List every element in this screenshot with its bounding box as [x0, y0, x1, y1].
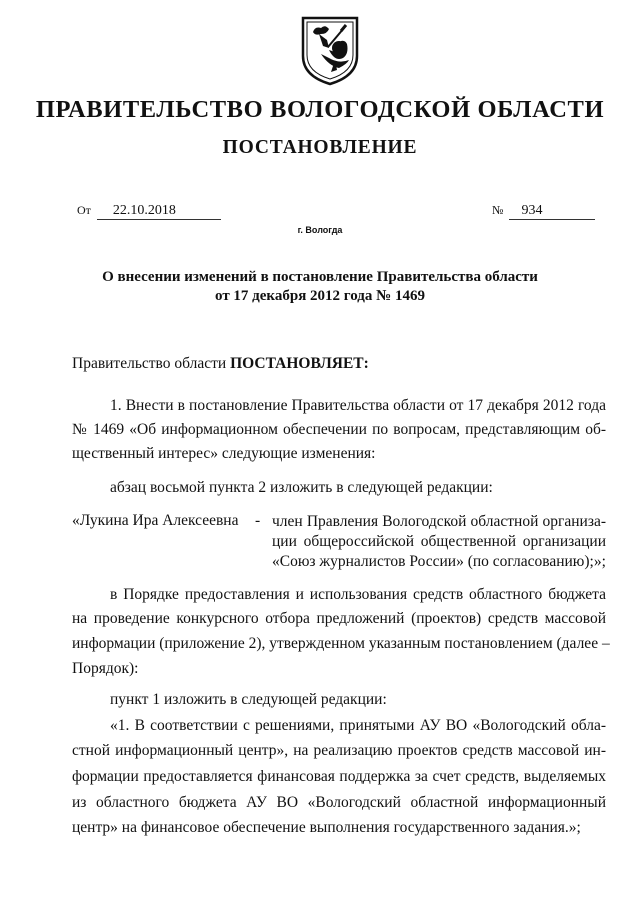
document-number: [492, 203, 595, 220]
role-line: ции общероссийской общественной организации: [272, 533, 606, 550]
date-value: 22.10.2018: [97, 203, 221, 220]
entry-dash: -: [255, 512, 261, 529]
city-label: г. Вологда: [297, 225, 343, 235]
paragraph-line: в Порядке предоставления и использования средств областного бюджета: [110, 586, 606, 603]
paragraph-line: Порядок):: [72, 660, 139, 677]
coat-of-arms-emblem-icon: [299, 14, 361, 86]
resolution-prefix: Правительство области: [72, 355, 231, 372]
document-date: [77, 203, 221, 220]
government-title: ПРАВИТЕЛЬСТВО ВОЛОГОДСКОЙ ОБЛАСТИ: [35, 96, 605, 123]
paragraph-line: из областного бюджета АУ ВО «Вологодский областной информационный: [72, 794, 606, 811]
paragraph-line: пункт 1 изложить в следующей редакции:: [110, 691, 387, 708]
person-role: [272, 512, 606, 572]
paragraph-line: центр» на финансовое обеспечение выполнения государственного задания.»;: [72, 819, 581, 836]
paragraph-line: «1. В соответствии с решениями, принятыми АУ ВО «Вологодский обла-: [110, 717, 606, 734]
paragraph-line: абзац восьмой пункта 2 изложить в следующей редакции:: [110, 479, 493, 496]
paragraph-line: информации (приложение 2), утвержденном указанным постановлением (далее –: [72, 635, 610, 652]
subject-line: О внесении изменений в постановление Правительства области: [102, 269, 538, 285]
number-label: №: [492, 203, 504, 217]
paragraph-line: щественный интерес» следующие изменения:: [72, 445, 376, 462]
paragraph-line: № 1469 «Об информационном обеспечении по вопросам, представляющим об-: [72, 421, 606, 438]
role-line: член Правления Вологодской областной организа-: [272, 513, 606, 530]
role-line: «Союз журналистов России» (по согласованию);»;: [272, 553, 606, 570]
date-label: От: [77, 203, 91, 217]
number-value: 934: [509, 203, 595, 220]
paragraph-line: на проведение конкурсного отбора предложений (проектов) средств массовой: [72, 610, 606, 627]
subject-line: от 17 декабря 2012 года № 1469: [215, 288, 425, 304]
paragraph-line: стной информационный центр», на реализацию проектов средств массовой ин-: [72, 742, 606, 759]
document-subject: [60, 268, 580, 306]
resolution-verb: ПОСТАНОВЛЯЕТ:: [230, 355, 369, 372]
paragraph-line: формации предоставляется финансовая поддержка за счет средств, выделяемых: [72, 768, 606, 785]
document-type-heading: ПОСТАНОВЛЕНИЕ: [222, 137, 418, 158]
resolution-intro: [72, 355, 369, 373]
person-name: «Лукина Ира Алексеевна: [72, 512, 239, 529]
paragraph-line: 1. Внести в постановление Правительства области от 17 декабря 2012 года: [110, 397, 606, 414]
